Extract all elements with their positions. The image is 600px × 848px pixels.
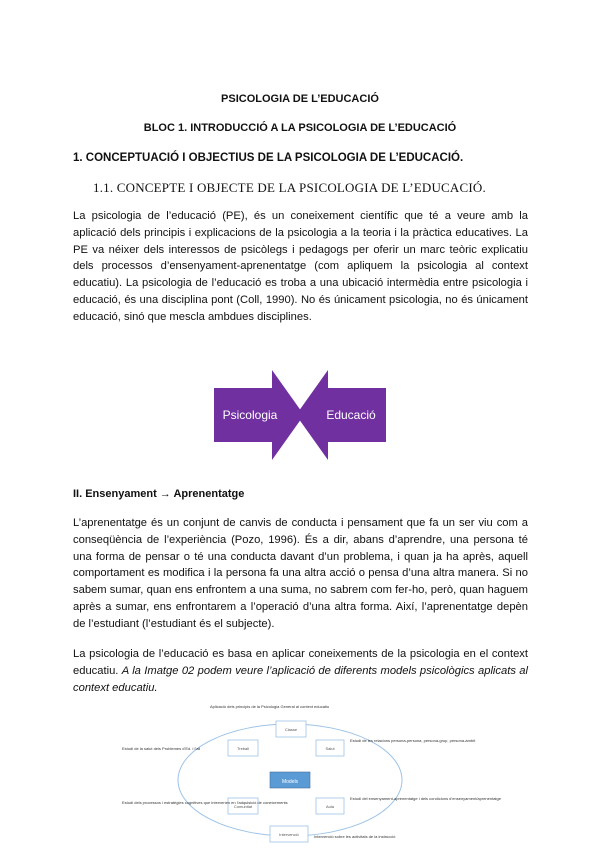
bloc-heading: BLOC 1. INTRODUCCIÓ A LA PSICOLOGIA DE L’EDUCACIÓ — [143, 122, 457, 134]
note-left-top: Estudi de la salut dels Problemes d’Ed. i l’ali — [122, 746, 201, 751]
node-left-top-label: Treball — [236, 746, 250, 751]
subsection-heading: 1.1. CONCEPTE I OBJECTE DE LA PSICOLOGIA DE L’EDUCACIÓ. — [93, 180, 486, 195]
models-diagram — [118, 700, 501, 848]
note-bottom: Intervenció sobre les activitats de la instrucció — [314, 834, 396, 839]
paragraph-1: La psicologia de l’educació (PE), és un coneixement científic que té a veure amb la aplicació dels principis i explicacions de la psicologia a la teoria i la pràctica educatives. La PE va néixer dels interessos de psicòlegs i pedagogs per oferir un marc teòric explicatiu dels processos d’ensenyament-aprenentatge (com apliquem la psicologia al context educatiu). La psicologia de l’educació es troba a una ubicació intermèdia entre psicologia i educació, és una disciplina pont (Coll, 1990). No és únicament psicologia, no és únicament educació, sinó que mescla ambdues disciplines. — [73, 210, 528, 323]
node-right-bottom-label: Aula — [325, 804, 335, 809]
psychology-education-arrows — [214, 370, 386, 460]
section-heading-1: 1. CONCEPTUACIÓ I OBJECTIUS DE LA PSICOLOGIA DE L’EDUCACIÓ. — [73, 152, 464, 164]
note-top: Aplicació dels principis de la Psicologia General al context educatiu — [210, 704, 330, 709]
paragraph-2: L’aprenentatge és un conjunt de canvis de conducta i pensament que fa un ser viu com a conseqüència de l’experiència (Pozo, 1996). És a dir, abans d’aprendre, una persona té una forma de pensar o té una conducta davant d’un problema, i quan ja ha après, aquell comportament es modifica i la persona fa una altra acció o pensa d’una altra manera. Si no sabem sumar, quan ens enfrontem a una suma, no sabrem com fer-ho, però, quan haguem après a sumar, ens enfrontarem a l’operació d’una altra forma. Així, l’aprenentatge depèn de l’estudiant (l’estudiant és el subjecte). — [73, 517, 528, 630]
document-title: PSICOLOGIA DE L’EDUCACIÓ — [221, 93, 379, 105]
center-node-label: Models — [281, 779, 299, 785]
left-arrow-label: Psicologia — [222, 408, 278, 422]
paragraph-3 — [73, 646, 528, 696]
node-right-top-label: Salut — [325, 746, 335, 751]
note-right-bottom: Estudi del ensenyament-aprenentatge i dels condicions d’ensenyament/aprenentatge — [350, 796, 501, 801]
node-left-bottom-label: Comunitat — [233, 804, 253, 809]
note-right-top: Estudi de les relacions persona-persona, persona-grup, persona-àmbit — [350, 738, 476, 743]
paragraph-3-italic: A la Imatge 02 podem veure l’aplicació de diferents models psicològics aplicats al context educatiu. — [73, 664, 529, 694]
right-arrow-label: Educació — [326, 408, 376, 422]
paragraph-3-text: La psicologia de l’educació es basa en aplicar coneixements de la psicologia en el context educatiu. — [73, 648, 528, 677]
node-bottom-label: Intervenció — [279, 832, 299, 837]
node-top-label: Classe — [284, 727, 298, 732]
note-left-bottom: Estudi dels processos i estratègies cognitives que intervenen en l’adquisició de coneixements — [122, 800, 288, 805]
section-heading-2: II. Ensenyament → Aprenentatge — [73, 488, 245, 500]
